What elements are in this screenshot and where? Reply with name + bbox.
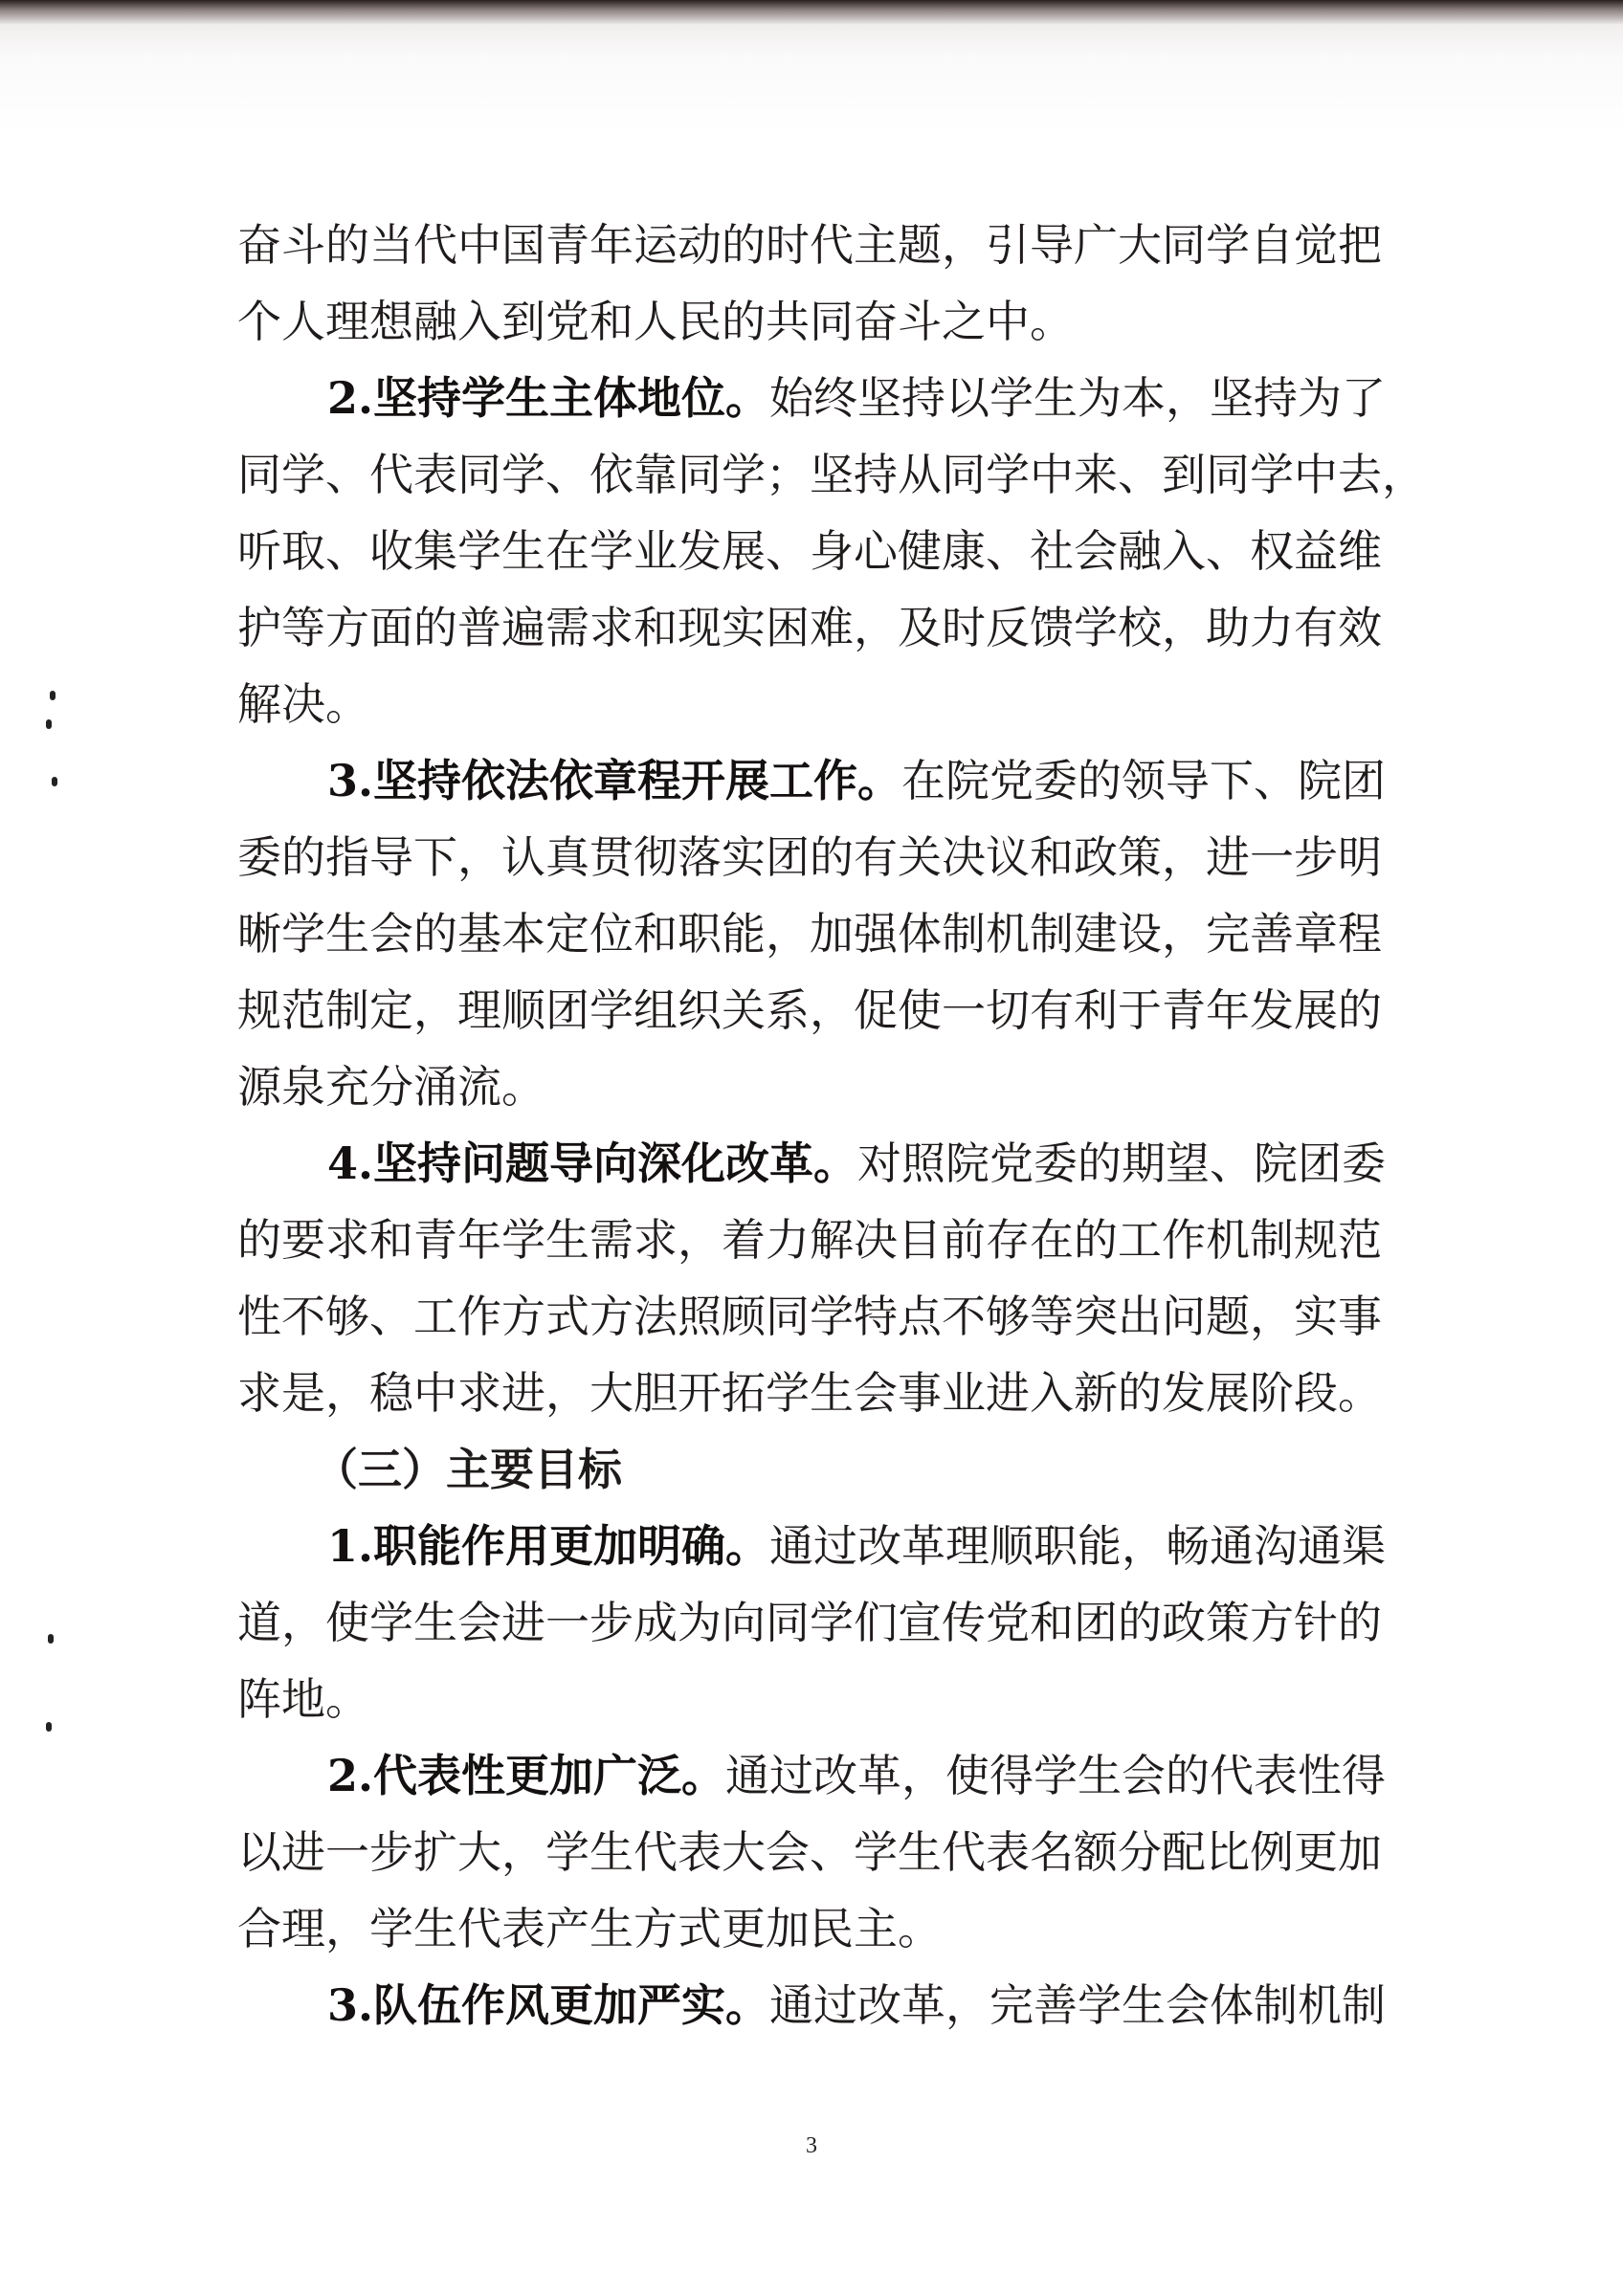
section-heading: （三）主要目标 [314, 1444, 622, 1495]
paragraph-text: 在院党委的领导下、院团 [901, 755, 1387, 806]
text-line: 道，使学生会进一步成为向同学们宣传党和团的政策方针的 [237, 1597, 1382, 1648]
text-line [237, 360, 1387, 436]
scan-margin-mark [52, 777, 57, 786]
text-line: 委的指导下，认真贯彻落实团的有关决议和政策，进一步明 [237, 831, 1382, 883]
paragraph-text: 对照院党委的期望、院团委 [857, 1137, 1387, 1189]
text-line [237, 1125, 1387, 1202]
text-line: 个人理想融入到党和人民的共同奋斗之中。 [237, 296, 1074, 347]
scan-top-edge [0, 0, 1623, 25]
paragraph-heading: 4.坚持问题导向深化改革。 [327, 1137, 858, 1189]
paragraph-text: 通过改革，使得学生会的代表性得 [725, 1750, 1387, 1801]
body-text [237, 207, 1426, 2043]
scan-margin-mark [50, 691, 56, 700]
text-line: 奋斗的当代中国青年运动的时代主题，引导广大同学自觉把 [237, 219, 1382, 271]
text-line [237, 1967, 1387, 2043]
text-line [237, 1737, 1387, 1814]
text-line: 护等方面的普遍需求和现实困难，及时反馈学校，助力有效 [237, 602, 1382, 653]
text-line: 合理，学生代表产生方式更加民主。 [237, 1903, 942, 1954]
paragraph-heading: 2.坚持学生主体地位。 [327, 372, 770, 424]
text-line: 求是，稳中求进，大胆开拓学生会事业进入新的发展阶段。 [237, 1367, 1382, 1419]
text-line: 阵地。 [237, 1673, 369, 1725]
scan-margin-mark [46, 1722, 52, 1732]
text-line: 源泉充分涌流。 [237, 1061, 545, 1113]
text-line: 性不够、工作方式方法照顾同学特点不够等突出问题，实事 [237, 1291, 1382, 1342]
paragraph-heading: 3.队伍作风更加严实。 [327, 1979, 770, 2031]
scan-margin-mark [48, 1634, 54, 1644]
text-line: 晰学生会的基本定位和职能，加强体制机制建设，完善章程 [237, 908, 1382, 960]
paragraph-heading: 2.代表性更加广泛。 [327, 1750, 726, 1801]
paragraph-heading: 1.职能作用更加明确。 [327, 1520, 770, 1572]
paragraph-text: 始终坚持以学生为本，坚持为了 [769, 372, 1387, 424]
paragraph-heading: 3.坚持依法依章程开展工作。 [327, 755, 902, 806]
text-line: 的要求和青年学生需求，着力解决目前存在的工作机制规范 [237, 1214, 1382, 1266]
text-line: 听取、收集学生在学业发展、身心健康、社会融入、权益维 [237, 525, 1382, 577]
page-number: 3 [806, 2133, 817, 2158]
text-line [237, 1508, 1387, 1584]
text-line: 以进一步扩大，学生代表大会、学生代表名额分配比例更加 [237, 1826, 1382, 1878]
text-line: 规范制定，理顺团学组织关系，促使一切有利于青年发展的 [237, 984, 1382, 1036]
scan-margin-mark [46, 719, 52, 729]
text-line [237, 742, 1387, 819]
paragraph-text: 通过改革理顺职能，畅通沟通渠 [769, 1520, 1387, 1572]
text-line: 同学、代表同学、依靠同学；坚持从同学中来、到同学中去， [237, 449, 1426, 500]
paragraph-text: 通过改革，完善学生会体制机制 [769, 1979, 1387, 2031]
text-line: 解决。 [237, 678, 369, 730]
